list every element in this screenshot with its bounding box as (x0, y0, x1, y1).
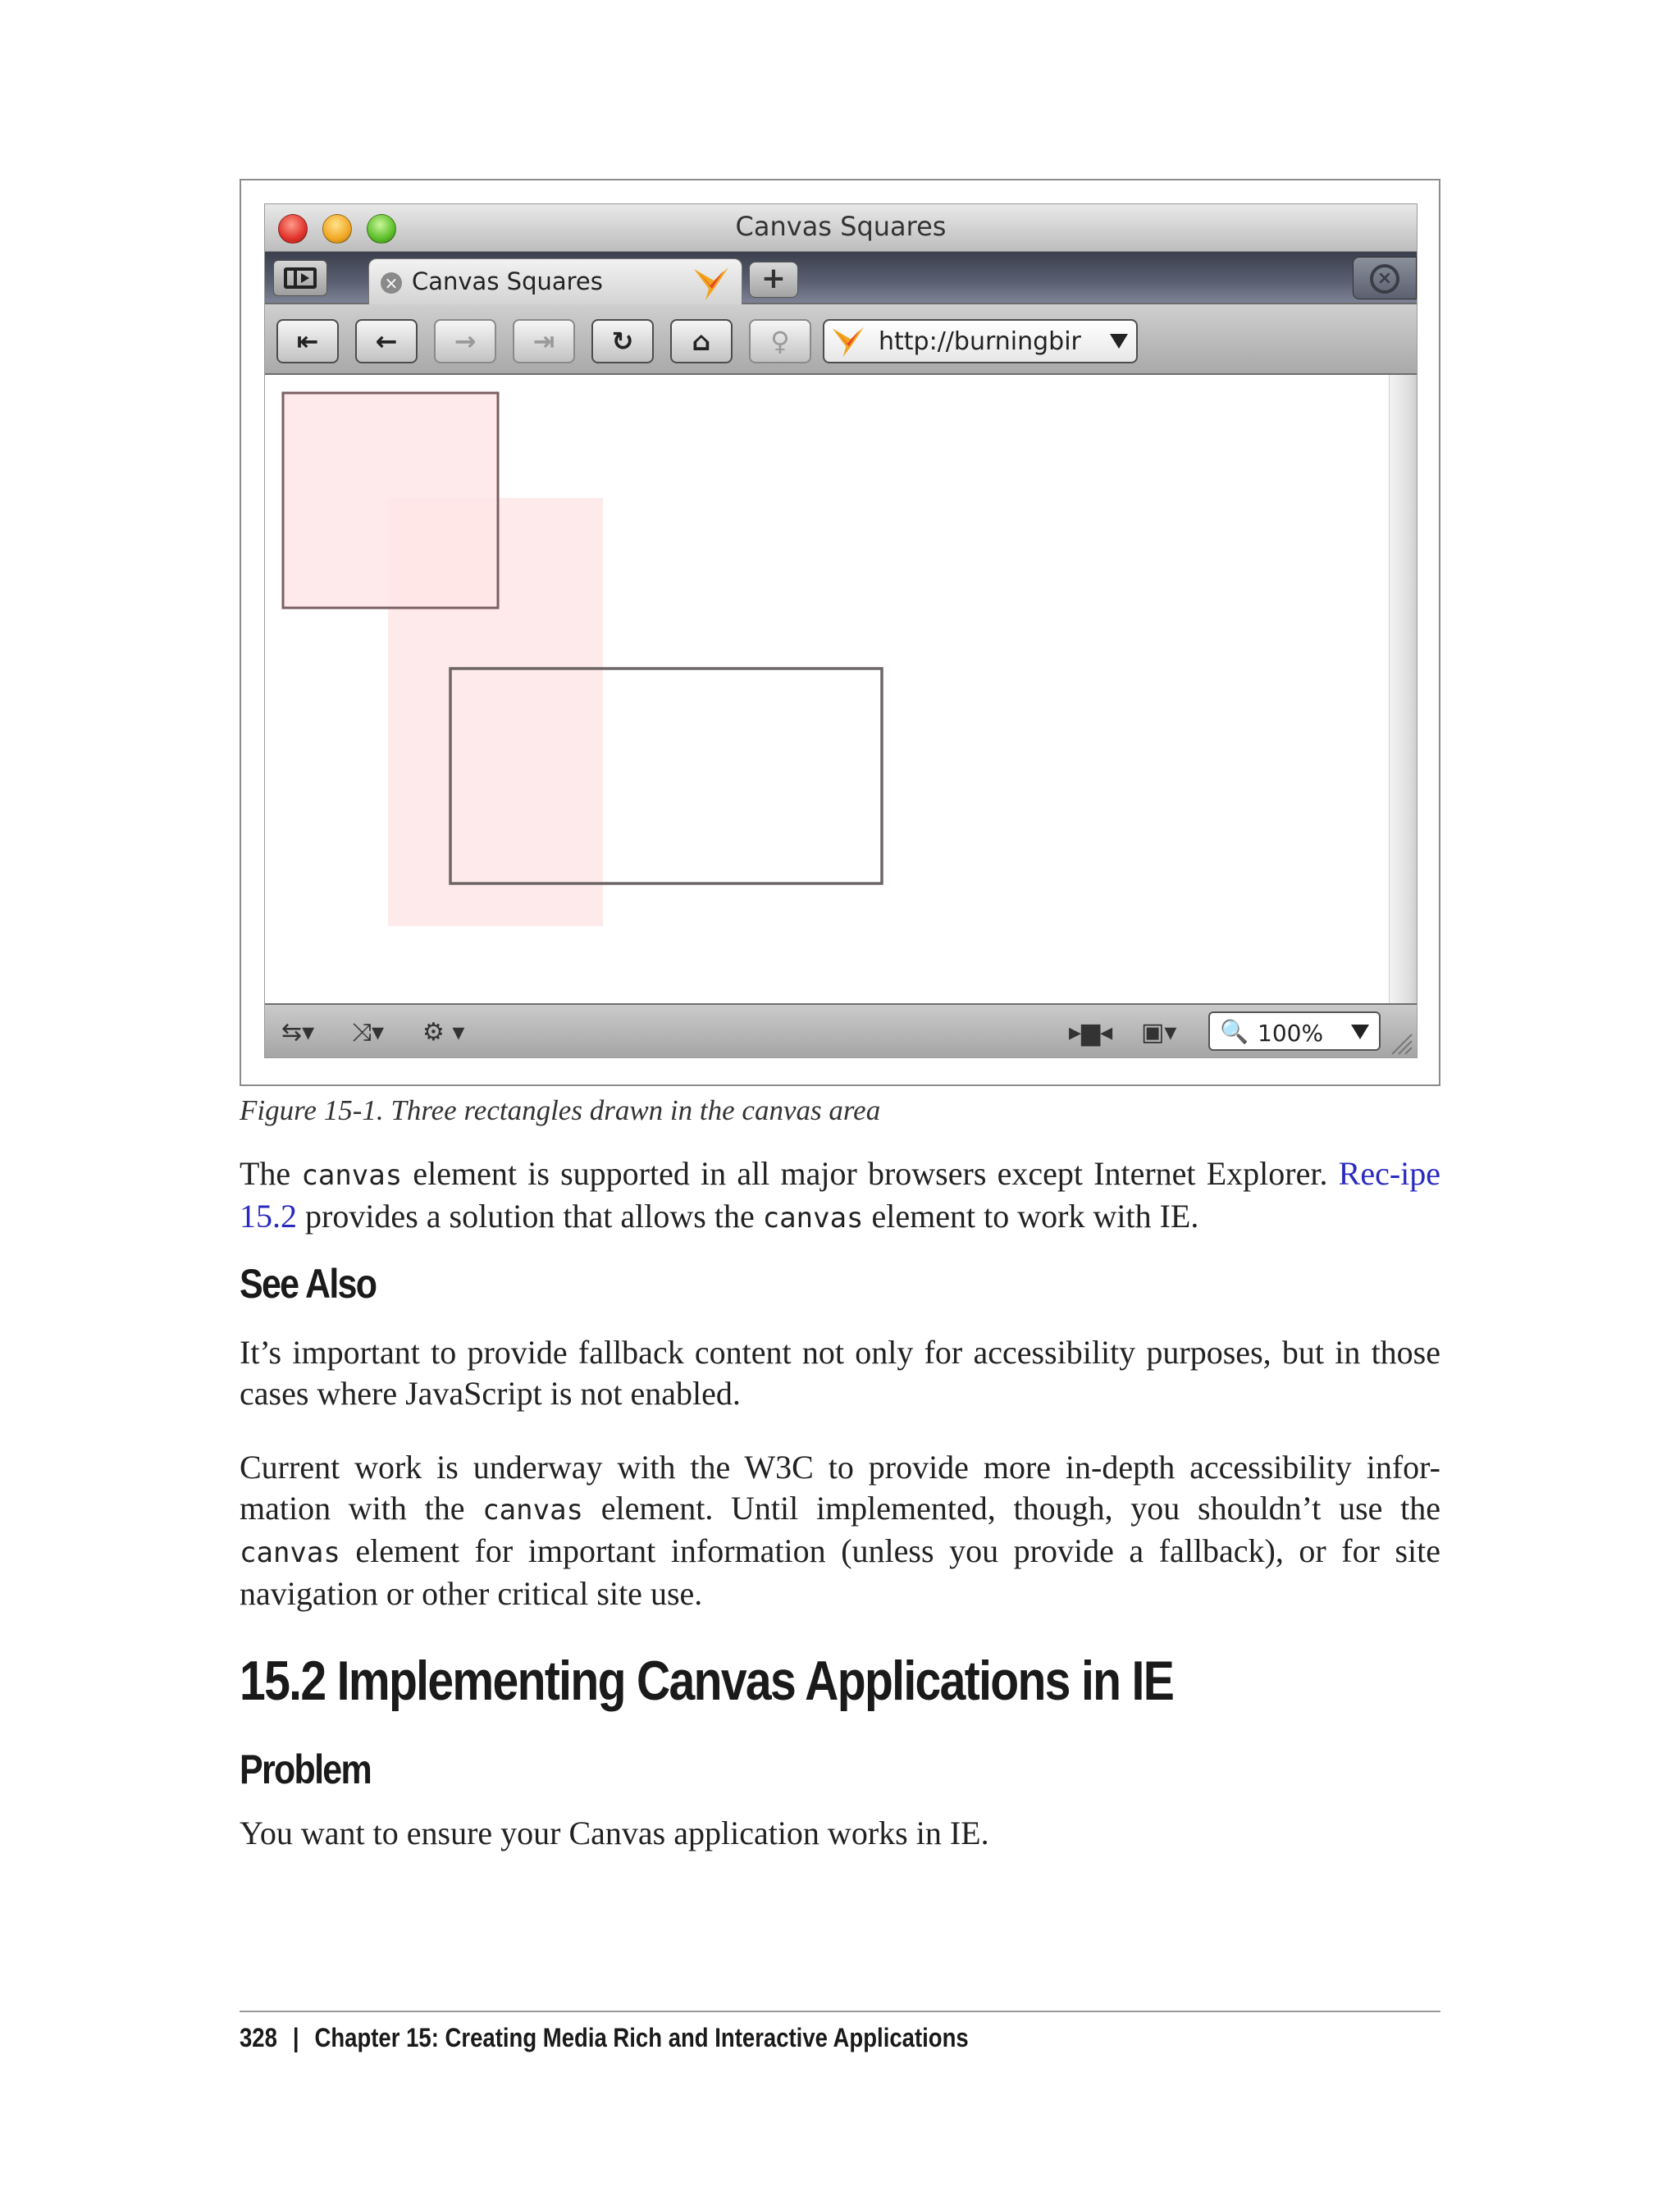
page-number: 328 (240, 2023, 277, 2052)
url-bar[interactable] (823, 319, 1138, 363)
browser-window (264, 203, 1418, 1058)
tab-overview-button[interactable] (1353, 257, 1417, 299)
sidebar-toggle-button[interactable] (273, 260, 327, 296)
search-icon: 🔍 (1220, 1018, 1249, 1045)
share-icon[interactable]: ⤨▾ (352, 1018, 385, 1047)
code-canvas: canvas (762, 1202, 864, 1235)
tab-bar (265, 252, 1417, 304)
paragraph-accessibility: Current work is underway with the W3C to provide more in-depth accessibility infor-mation with the canvas element. Until implemented, though, you shouldn’t use the canvas element for important information (unless you provide a fallback), or for site navigation or other critical site use. (240, 1449, 1440, 1612)
zoom-level: 100% (1258, 1020, 1324, 1047)
heading-problem: Problem (240, 1746, 372, 1792)
chevron-down-icon[interactable] (1351, 1025, 1369, 1039)
sync-icon[interactable]: ⇆▾ (281, 1018, 315, 1047)
bookmark-button[interactable]: ♀ (749, 319, 811, 363)
rectangle-outlined-pink (283, 393, 498, 608)
status-bar (265, 1003, 1417, 1058)
code-canvas: canvas (240, 1536, 340, 1569)
chevron-down-icon[interactable] (1110, 334, 1128, 349)
paragraph-fallback: It’s important to provide fallback content not only for accessibility purposes, but in those cases where JavaScript is not enabled. (240, 1334, 1440, 1412)
chapter-title: Chapter 15: Creating Media Rich and Interactive Applications (314, 2023, 969, 2052)
paragraph-browser-support: The canvas element is supported in all major browsers except Internet Explorer. Rec-ipe 15.2 provides a solution that allows the canvas element to work with IE. (240, 1155, 1441, 1235)
footer-divider (240, 2011, 1440, 2012)
canvas-area (265, 375, 1389, 1003)
navigation-toolbar (265, 304, 1417, 375)
vertical-scrollbar[interactable] (1389, 375, 1418, 1003)
site-logo-icon (829, 324, 867, 358)
paragraph-problem: You want to ensure your Canvas application works in IE. (240, 1815, 989, 1851)
reload-button[interactable]: ↻ (591, 319, 654, 363)
title-bar (265, 204, 1417, 252)
section-heading: 15.2 Implementing Canvas Applications in IE (240, 1650, 1174, 1712)
sidebar-icon (284, 267, 317, 289)
code-canvas: canvas (301, 1159, 403, 1192)
page-content (265, 375, 1389, 1003)
gear-icon[interactable]: ⚙ ▾ (422, 1018, 465, 1047)
figure-caption: Figure 15-1. Three rectangles drawn in the canvas area (240, 1094, 881, 1126)
media-icon[interactable]: ▸▆◂ (1069, 1018, 1113, 1047)
tab-title: Canvas Squares (412, 267, 603, 295)
code-canvas: canvas (482, 1494, 584, 1527)
first-page-button[interactable]: ⇤ (276, 319, 339, 363)
forward-button[interactable]: → (434, 319, 496, 363)
tab-close-icon[interactable]: × (381, 272, 402, 294)
page-footer (240, 2023, 969, 2053)
new-tab-button[interactable]: + (749, 262, 798, 298)
tab-canvas-squares[interactable] (368, 258, 742, 304)
last-page-button[interactable]: ⇥ (513, 319, 575, 363)
history-icon: × (1370, 264, 1399, 294)
footer-separator: | (292, 2023, 299, 2052)
window-title: Canvas Squares (735, 211, 947, 242)
resize-grip-icon[interactable] (1389, 1031, 1413, 1056)
figure-frame (240, 179, 1440, 1086)
back-button[interactable]: ← (355, 319, 418, 363)
home-button[interactable]: ⌂ (670, 319, 733, 363)
heading-see-also: See Also (240, 1261, 377, 1307)
browser-logo-icon (691, 264, 732, 302)
zoom-control[interactable] (1208, 1011, 1381, 1051)
url-text: http://burningbir (879, 327, 1081, 356)
image-icon[interactable]: ▣▾ (1141, 1018, 1177, 1047)
recipe-link[interactable]: Rec-ipe 15.2 (240, 1155, 1441, 1235)
